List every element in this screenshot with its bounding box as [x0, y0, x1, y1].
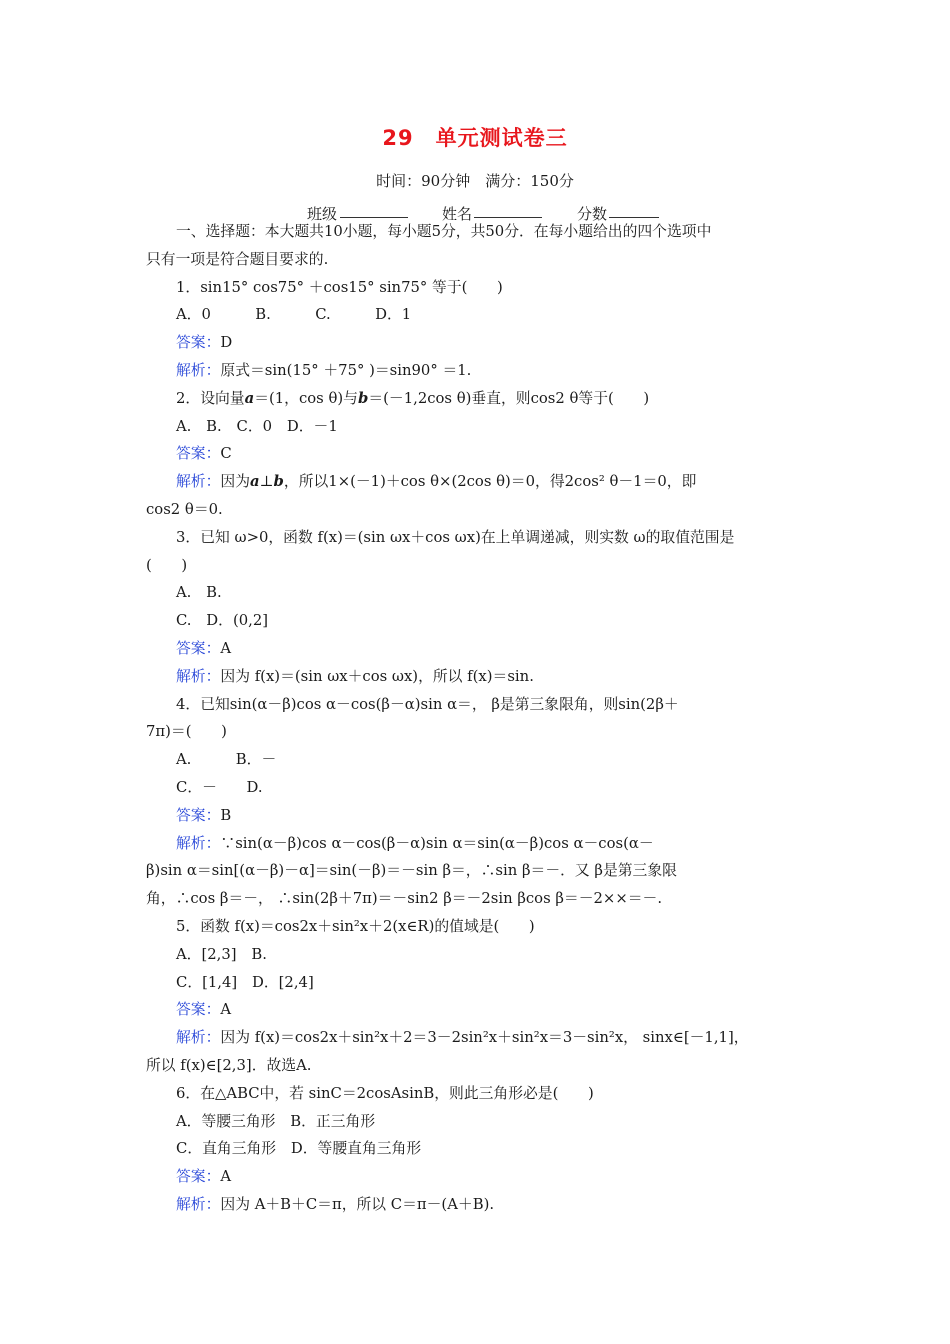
q2-options: A. B. C．0 D．－1 [176, 417, 338, 435]
analysis-label: 解析： [176, 361, 221, 379]
q2-stem-part: 2．设向量 [176, 389, 245, 407]
q2-answer-value: C [220, 445, 232, 463]
q4-analysis-cont: β)sin α＝sin[(α－β)－α]＝sin(－β)＝－sin β＝，∴sin β＝－．又 β是第三象限 [146, 862, 677, 880]
analysis-label: 解析： [176, 473, 221, 491]
q4-stem-cont: 7π)＝( ) [146, 723, 227, 741]
class-label: 班级 [307, 205, 338, 223]
q6-options-cd: C．直角三角形 D．等腰直角三角形 [176, 1140, 422, 1158]
q2-analysis [146, 468, 808, 496]
q4-answer [146, 802, 808, 830]
answer-label: 答案： [176, 1001, 221, 1019]
q6-answer-value: A [220, 1168, 232, 1186]
q5-analysis-text: 因为 f(x)＝cos2x＋sin²x＋2＝3－2sin²x＋sin²x＝3－sin²x， sinx∈[－1,1]， [220, 1029, 749, 1047]
q4-analysis-cont: 角，∴cos β＝－， ∴sin(2β＋7π)＝－sin2 β＝－2sin βcos β＝－2××＝－. [146, 890, 663, 908]
page-title: 29 单元测试卷三 [382, 126, 568, 150]
q5-analysis-cont: 所以 f(x)∈[2,3]．故选A. [146, 1056, 312, 1074]
q3-stem: 3．已知 ω>0，函数 f(x)＝(sin ωx＋cos ωx)在上单调递减，则实数 ω的取值范围是 [176, 528, 735, 546]
q5-answer-value: A [220, 1001, 232, 1019]
q3-analysis-text: 因为 f(x)＝(sin ωx＋cos ωx)，所以 f(x)＝sin. [220, 667, 534, 685]
q6-analysis [146, 1191, 808, 1219]
answer-label: 答案： [176, 806, 221, 824]
q5-options-ab: A．[2,3] B. [176, 945, 267, 963]
vector-b: b [357, 389, 369, 407]
analysis-label: 解析： [176, 834, 221, 852]
q3-answer [146, 635, 808, 663]
q5-answer [146, 996, 808, 1024]
vector-b: b [273, 473, 284, 491]
name-blank[interactable] [474, 203, 542, 218]
analysis-label: 解析： [176, 667, 221, 685]
q2-stem [146, 385, 808, 413]
q2-analysis-part: 因为 [220, 473, 251, 491]
q4-stem: 4．已知sin(α－β)cos α－cos(β－α)sin α＝， β是第三象限角，则sin(2β＋ [176, 695, 679, 713]
q1-analysis [146, 357, 808, 385]
q2-stem-part: ＝(－1,2cos θ)垂直，则cos2 θ等于( ) [368, 389, 650, 407]
q5-analysis [146, 1024, 808, 1052]
question-list [146, 218, 808, 1219]
q4-options-cd: C．－ D. [176, 778, 263, 796]
q1-answer-value: D [220, 334, 233, 352]
q6-answer [146, 1163, 808, 1191]
vector-a: a [244, 389, 255, 407]
name-label: 姓名 [442, 205, 473, 223]
q3-stem-cont: ( ) [146, 556, 188, 574]
answer-label: 答案： [176, 639, 221, 657]
q1-options: A．0 B. C. D．1 [176, 306, 412, 324]
q4-options-ab: A. B．－ [176, 751, 277, 769]
answer-label: 答案： [176, 1168, 221, 1186]
q3-options-cd: C. D．(0,2] [176, 612, 269, 630]
score-label: 分数 [577, 205, 608, 223]
q6-analysis-text: 因为 A＋B＋C＝π，所以 C＝π－(A＋B). [220, 1195, 495, 1213]
q1-stem: 1．sin15° cos75° ＋cos15° sin75° 等于( ) [176, 278, 503, 296]
analysis-label: 解析： [176, 1029, 221, 1047]
q3-analysis [146, 663, 808, 691]
analysis-label: 解析： [176, 1195, 221, 1213]
q4-analysis [146, 830, 808, 858]
vector-a: a [250, 473, 260, 491]
answer-label: 答案： [176, 334, 221, 352]
score-blank[interactable] [609, 203, 659, 218]
q5-stem: 5．函数 f(x)＝cos2x＋sin²x＋2(x∈R)的值域是( ) [176, 917, 535, 935]
q6-stem: 6．在△ABC中，若 sinC＝2cosAsinB，则此三角形必是( ) [176, 1084, 594, 1102]
q2-analysis-part: ，所以1×(－1)＋cos θ×(2cos θ)＝0，得2cos² θ－1＝0，即 [283, 473, 697, 491]
q2-analysis-part: ⊥ [259, 473, 274, 491]
q4-analysis-text: ∵sin(α－β)cos α－cos(β－α)sin α＝sin(α－β)cos α－cos(α－ [220, 834, 654, 852]
section-intro: 一、选择题：本大题共10小题，每小题5分，共50分．在每小题给出的四个选项中 [176, 223, 712, 240]
exam-time-score: 时间：90分钟 满分：150分 [376, 172, 574, 190]
q2-analysis-cont: cos2 θ＝0. [146, 500, 223, 518]
q5-options-cd: C．[1,4] D．[2,4] [176, 973, 314, 991]
q3-options-ab: A. B. [176, 584, 222, 602]
q1-answer [146, 329, 808, 357]
q3-answer-value: A [220, 639, 232, 657]
q2-stem-part: ＝(1，cos θ)与 [254, 389, 358, 407]
q2-answer [146, 440, 808, 468]
class-blank[interactable] [340, 203, 408, 218]
q1-analysis-text: 原式＝sin(15° ＋75° )＝sin90° ＝1. [220, 361, 472, 379]
answer-label: 答案： [176, 445, 221, 463]
q6-options-ab: A．等腰三角形 B．正三角形 [176, 1112, 376, 1130]
q4-answer-value: B [220, 806, 232, 824]
section-intro-cont: 只有一项是符合题目要求的. [146, 250, 329, 268]
